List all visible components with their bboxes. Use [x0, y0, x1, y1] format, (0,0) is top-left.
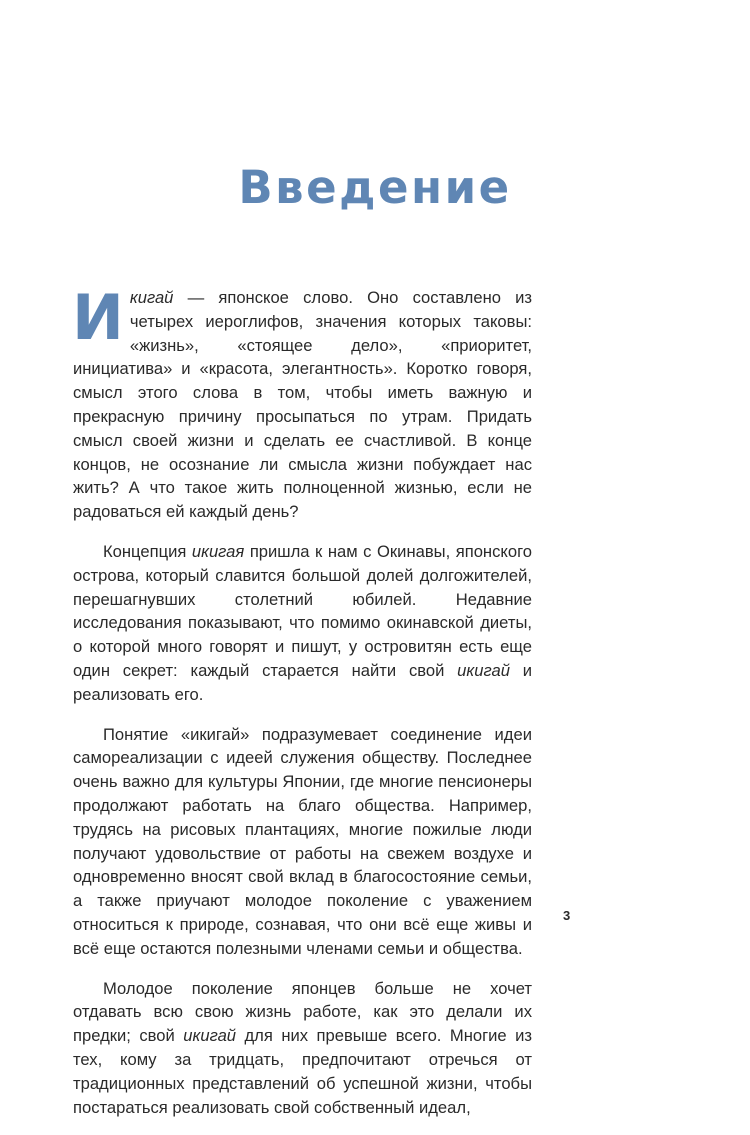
italic-term: икигая	[191, 541, 245, 561]
paragraph-text: и реализовать его.	[73, 660, 532, 704]
paragraph-text: Молодое поколение японцев больше не хочет отдавать всю свою жизнь работе, как это делали их предки; свой	[73, 978, 532, 1046]
paragraph-text: Понятие «икигай» подразумевает соединение идеи самореализации с идеей служения обществу. Последнее очень важно для культуры Японии, где многие пенсионеры продолжают работать на благо общества. Например, трудясь на рисовых плантациях, многие пожилые люди получают удовольствие от работы на свежем воздухе и одновременно вносят свой вклад в благосостояние семьи, а также приучают молодое поколение с уважением относиться к природе, сознавая, что они всё еще живы и всё еще остаются полезными членами семьи и общества.	[73, 724, 532, 958]
italic-term: икигай	[183, 1026, 237, 1046]
paragraph-text: Концепция	[103, 541, 192, 561]
paragraph	[73, 723, 532, 961]
paragraph	[73, 540, 532, 707]
chapter-body	[72, 281, 533, 1135]
paragraph	[72, 281, 532, 524]
paragraph-text: — японское слово. Оно составлено из четырех иероглифов, значения которых таковы: «жизнь», «стоящее дело», «приоритет, инициатива» и «красота, элегантность». Коротко говоря, смысл этого слова в том, чтобы иметь важную и прекрасную причину просыпаться по утрам. Придать смысл своей жизни и сделать ее счастливой. В конце концов, не осознание ли смысла жизни побуждает нас жить? А что такое жить полноценной жизнью, если не радоваться ей каждый день?	[73, 288, 532, 522]
paragraph	[73, 977, 532, 1120]
italic-term: икигай	[457, 660, 510, 680]
chapter-title: Введение	[238, 161, 512, 214]
paragraph-text: пришла к нам с Окинавы, японского острова, который славится большой долей долгожителей, перешагнувших столетний юбилей. Недавние исследования показывают, что помимо окинавской диеты, о которой много говорят и пишут, у островитян есть еще один секрет: каждый старается найти свой	[73, 541, 532, 680]
paragraph-text: для них превыше всего. Многие из тех, кому за тридцать, предпочитают отречься от традиционных представлений об успешной жизни, чтобы постараться реализовать свой собственный идеал,	[73, 1026, 533, 1117]
dropcap-letter: И	[72, 281, 124, 354]
italic-term: кигай	[129, 288, 174, 307]
page-number: 3	[563, 908, 571, 923]
